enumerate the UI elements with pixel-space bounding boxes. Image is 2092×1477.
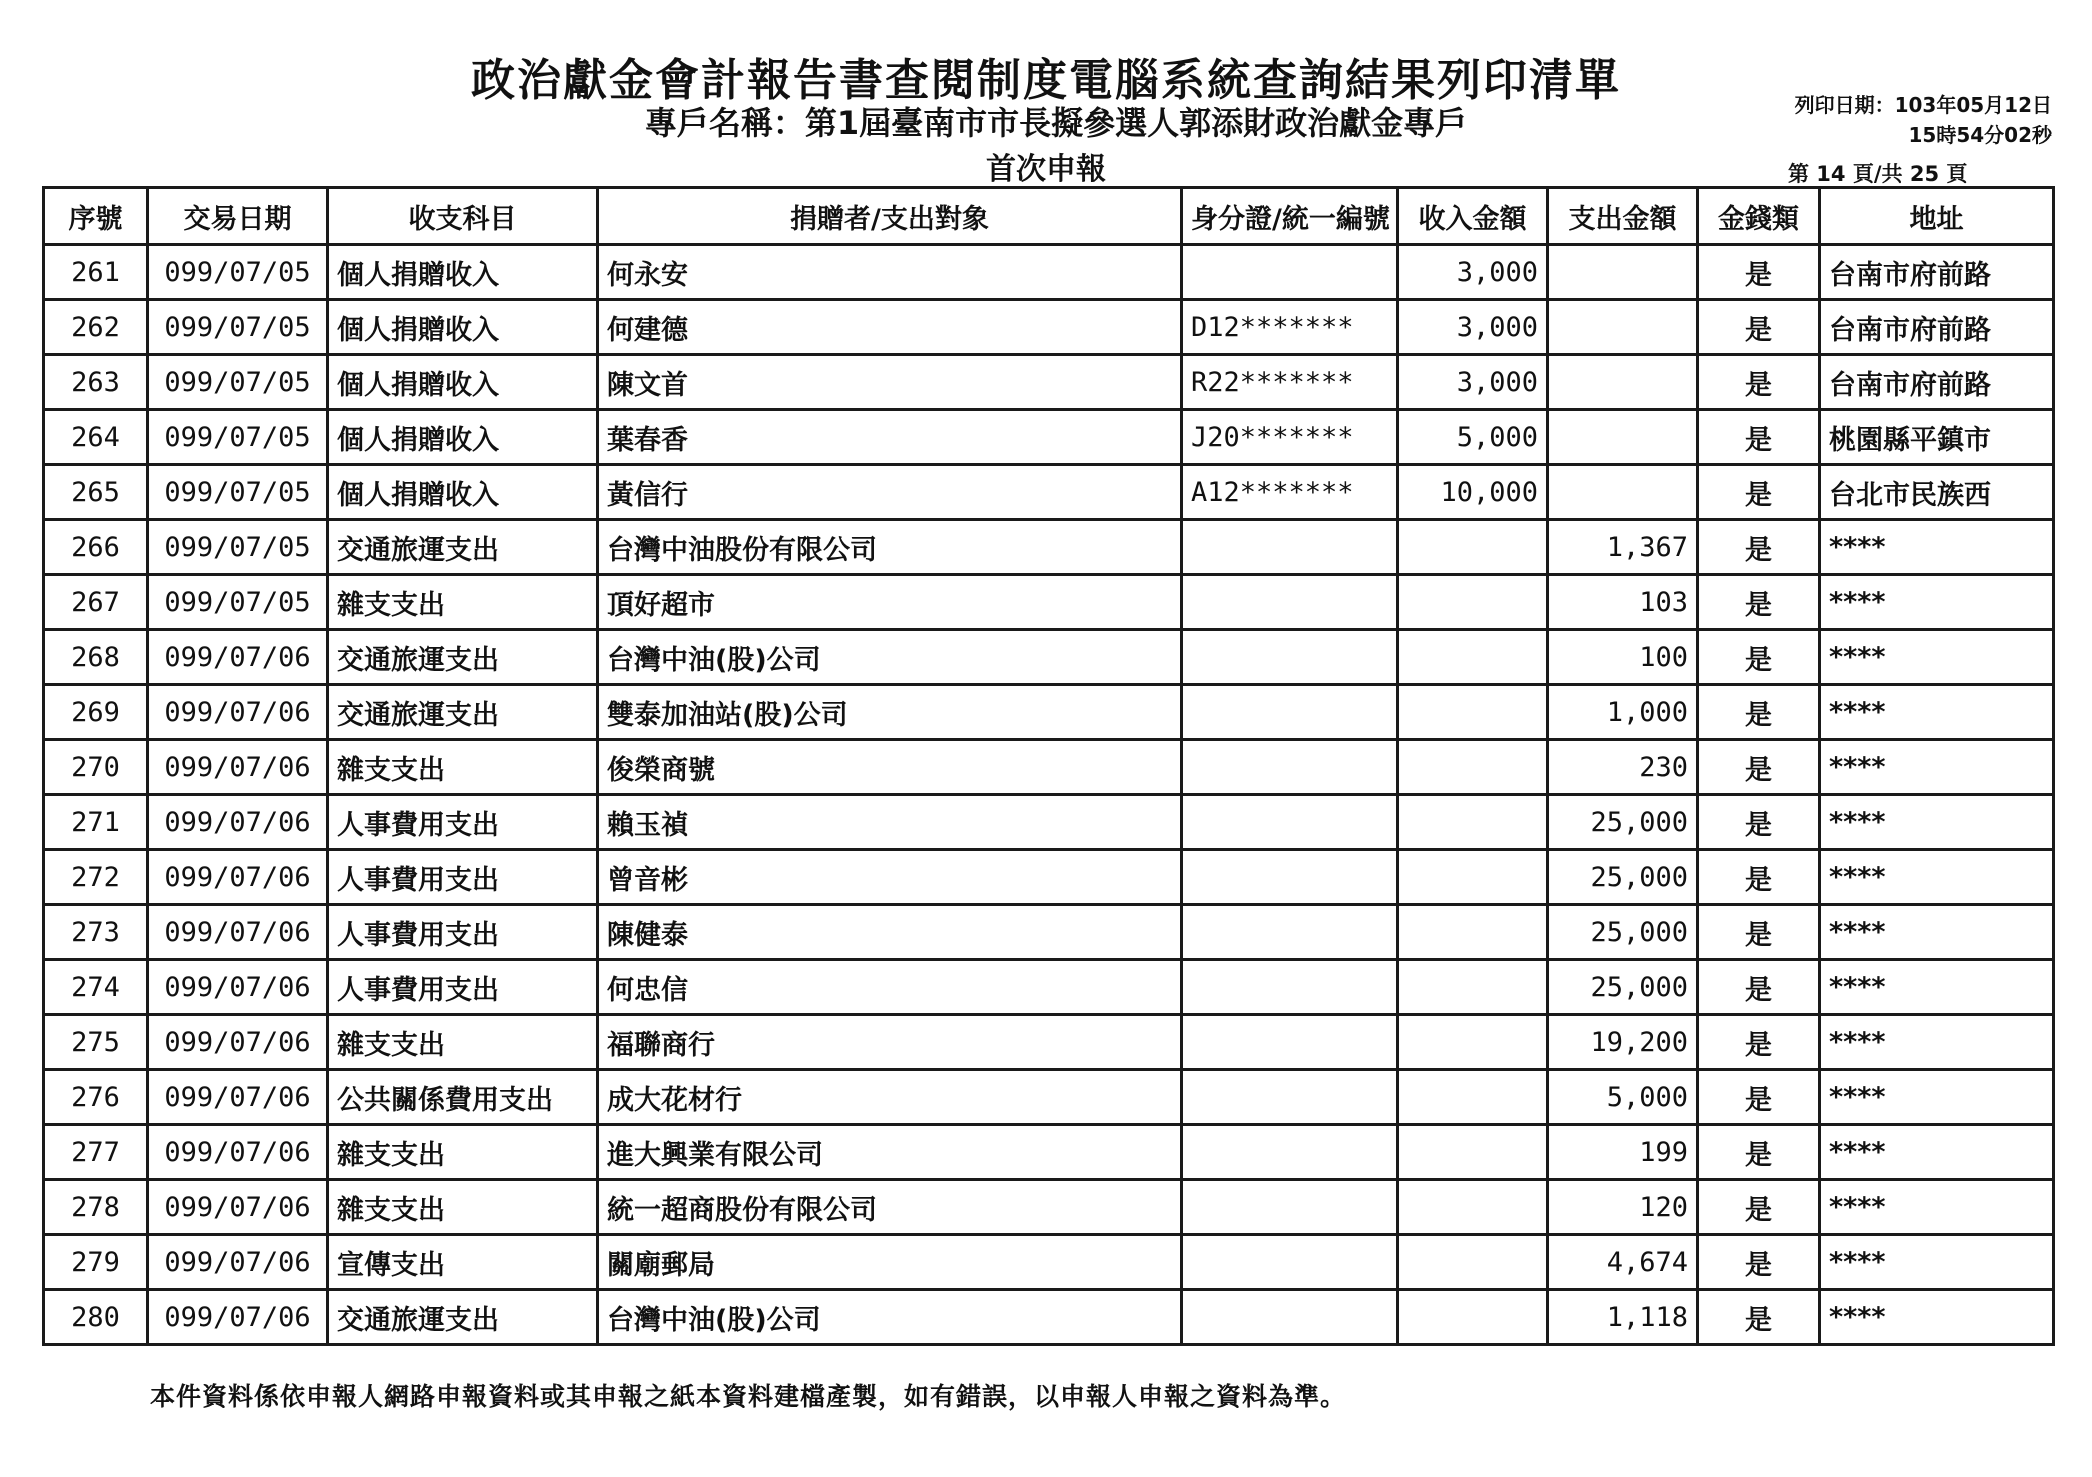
cell-date: 099/07/06 (148, 1180, 328, 1235)
cell-address: **** (1820, 850, 2054, 905)
cell-cash: 是 (1698, 850, 1820, 905)
column-header-cash: 金錢類 (1698, 188, 1820, 245)
cell-address: **** (1820, 960, 2054, 1015)
cell-party: 統一超商股份有限公司 (598, 1180, 1182, 1235)
disclaimer-note: 本件資料係依申報人網路申報資料或其申報之紙本資料建檔產製，如有錯誤，以申報人申報之資料為準。 (150, 1382, 1347, 1411)
cell-cash: 是 (1698, 795, 1820, 850)
table-row (44, 850, 2054, 905)
cell-party: 黃信行 (598, 465, 1182, 520)
table-row (44, 905, 2054, 960)
page-indicator: 第 14 頁/共 25 頁 (1788, 162, 1968, 186)
cell-income: 3,000 (1398, 355, 1548, 410)
cell-address: **** (1820, 1015, 2054, 1070)
cell-category: 人事費用支出 (328, 850, 598, 905)
table-row (44, 1235, 2054, 1290)
cell-category: 雜支支出 (328, 1180, 598, 1235)
cell-address: **** (1820, 795, 2054, 850)
cell-party: 頂好超市 (598, 575, 1182, 630)
table-row (44, 1070, 2054, 1125)
cell-income (1398, 795, 1548, 850)
cell-income (1398, 575, 1548, 630)
cell-category: 雜支支出 (328, 1015, 598, 1070)
cell-seq: 261 (44, 245, 148, 300)
cell-party: 俊榮商號 (598, 740, 1182, 795)
cell-income (1398, 1070, 1548, 1125)
cell-expense (1548, 355, 1698, 410)
cell-address: **** (1820, 1180, 2054, 1235)
cell-address: **** (1820, 685, 2054, 740)
cell-party: 陳文首 (598, 355, 1182, 410)
cell-seq: 264 (44, 410, 148, 465)
cell-id (1182, 740, 1398, 795)
cell-address: **** (1820, 1070, 2054, 1125)
cell-party: 何建德 (598, 300, 1182, 355)
cell-id (1182, 685, 1398, 740)
cell-income (1398, 740, 1548, 795)
cell-date: 099/07/06 (148, 1235, 328, 1290)
cell-address: 台南市府前路 (1820, 245, 2054, 300)
cell-seq: 277 (44, 1125, 148, 1180)
cell-income: 3,000 (1398, 300, 1548, 355)
cell-expense: 103 (1548, 575, 1698, 630)
cell-seq: 278 (44, 1180, 148, 1235)
cell-party: 陳健泰 (598, 905, 1182, 960)
cell-date: 099/07/05 (148, 245, 328, 300)
cell-id: D12******* (1182, 300, 1398, 355)
cell-seq: 276 (44, 1070, 148, 1125)
cell-expense (1548, 465, 1698, 520)
cell-seq: 263 (44, 355, 148, 410)
column-header-address: 地址 (1820, 188, 2054, 245)
cell-cash: 是 (1698, 685, 1820, 740)
table-row (44, 575, 2054, 630)
table-row (44, 1015, 2054, 1070)
cell-income (1398, 1125, 1548, 1180)
cell-address: **** (1820, 520, 2054, 575)
cell-category: 個人捐贈收入 (328, 465, 598, 520)
cell-id (1182, 630, 1398, 685)
print-info (1795, 90, 2052, 150)
cell-seq: 275 (44, 1015, 148, 1070)
cell-category: 交通旅運支出 (328, 520, 598, 575)
cell-address: **** (1820, 740, 2054, 795)
table-row (44, 795, 2054, 850)
cell-party: 何忠信 (598, 960, 1182, 1015)
cell-expense: 230 (1548, 740, 1698, 795)
table-row (44, 520, 2054, 575)
cell-id (1182, 795, 1398, 850)
cell-cash: 是 (1698, 1070, 1820, 1125)
cell-party: 雙泰加油站(股)公司 (598, 685, 1182, 740)
column-header-expense: 支出金額 (1548, 188, 1698, 245)
cell-income (1398, 850, 1548, 905)
cell-income (1398, 1180, 1548, 1235)
table-row (44, 630, 2054, 685)
cell-date: 099/07/05 (148, 355, 328, 410)
cell-seq: 266 (44, 520, 148, 575)
cell-expense: 120 (1548, 1180, 1698, 1235)
cell-expense: 100 (1548, 630, 1698, 685)
cell-income: 3,000 (1398, 245, 1548, 300)
cell-id (1182, 520, 1398, 575)
cell-category: 個人捐贈收入 (328, 355, 598, 410)
cell-id (1182, 850, 1398, 905)
cell-category: 雜支支出 (328, 575, 598, 630)
print-date: 列印日期：103年05月12日 (1794, 93, 2052, 117)
cell-income (1398, 1290, 1548, 1345)
cell-category: 個人捐贈收入 (328, 410, 598, 465)
table-row (44, 1180, 2054, 1235)
table-body (44, 245, 2054, 1345)
cell-cash: 是 (1698, 575, 1820, 630)
cell-seq: 280 (44, 1290, 148, 1345)
table-header-row (44, 188, 2054, 245)
cell-income (1398, 685, 1548, 740)
cell-category: 宣傳支出 (328, 1235, 598, 1290)
cell-party: 台灣中油(股)公司 (598, 1290, 1182, 1345)
table-row (44, 300, 2054, 355)
cell-cash: 是 (1698, 245, 1820, 300)
cell-address: 台北市民族西 (1820, 465, 2054, 520)
table-row (44, 740, 2054, 795)
cell-cash: 是 (1698, 465, 1820, 520)
cell-id: R22******* (1182, 355, 1398, 410)
cell-party: 成大花材行 (598, 1070, 1182, 1125)
cell-date: 099/07/06 (148, 850, 328, 905)
cell-address: 台南市府前路 (1820, 355, 2054, 410)
cell-expense: 25,000 (1548, 960, 1698, 1015)
cell-date: 099/07/05 (148, 575, 328, 630)
cell-expense: 19,200 (1548, 1015, 1698, 1070)
cell-date: 099/07/06 (148, 905, 328, 960)
cell-expense: 4,674 (1548, 1235, 1698, 1290)
table-row (44, 1125, 2054, 1180)
cell-date: 099/07/06 (148, 1070, 328, 1125)
cell-expense: 1,000 (1548, 685, 1698, 740)
cell-id (1182, 1235, 1398, 1290)
cell-id: A12******* (1182, 465, 1398, 520)
cell-seq: 262 (44, 300, 148, 355)
cell-category: 交通旅運支出 (328, 1290, 598, 1345)
cell-party: 台灣中油(股)公司 (598, 630, 1182, 685)
transactions-table (42, 186, 2055, 1346)
cell-party: 何永安 (598, 245, 1182, 300)
cell-date: 099/07/06 (148, 685, 328, 740)
column-header-date: 交易日期 (148, 188, 328, 245)
cell-income: 5,000 (1398, 410, 1548, 465)
cell-date: 099/07/06 (148, 740, 328, 795)
cell-date: 099/07/06 (148, 630, 328, 685)
cell-party: 葉春香 (598, 410, 1182, 465)
table-row (44, 245, 2054, 300)
cell-date: 099/07/06 (148, 795, 328, 850)
cell-date: 099/07/06 (148, 1290, 328, 1345)
cell-category: 個人捐贈收入 (328, 300, 598, 355)
cell-cash: 是 (1698, 355, 1820, 410)
cell-cash: 是 (1698, 1290, 1820, 1345)
cell-category: 個人捐贈收入 (328, 245, 598, 300)
table-row (44, 465, 2054, 520)
cell-income (1398, 1235, 1548, 1290)
cell-expense: 1,367 (1548, 520, 1698, 575)
cell-seq: 271 (44, 795, 148, 850)
cell-category: 人事費用支出 (328, 960, 598, 1015)
cell-income: 10,000 (1398, 465, 1548, 520)
cell-id (1182, 245, 1398, 300)
cell-party: 進大興業有限公司 (598, 1125, 1182, 1180)
cell-seq: 274 (44, 960, 148, 1015)
cell-id (1182, 905, 1398, 960)
cell-expense: 25,000 (1548, 850, 1698, 905)
table-row (44, 355, 2054, 410)
column-header-category: 收支科目 (328, 188, 598, 245)
cell-party: 賴玉禎 (598, 795, 1182, 850)
cell-address: **** (1820, 1290, 2054, 1345)
cell-seq: 268 (44, 630, 148, 685)
cell-date: 099/07/05 (148, 300, 328, 355)
column-header-id: 身分證/統一編號 (1182, 188, 1398, 245)
cell-address: **** (1820, 575, 2054, 630)
cell-expense: 25,000 (1548, 905, 1698, 960)
cell-cash: 是 (1698, 1180, 1820, 1235)
cell-id (1182, 1070, 1398, 1125)
cell-date: 099/07/05 (148, 465, 328, 520)
cell-party: 關廟郵局 (598, 1235, 1182, 1290)
cell-expense (1548, 245, 1698, 300)
cell-cash: 是 (1698, 300, 1820, 355)
cell-income (1398, 1015, 1548, 1070)
cell-address: **** (1820, 1125, 2054, 1180)
cell-income (1398, 905, 1548, 960)
cell-category: 交通旅運支出 (328, 630, 598, 685)
cell-cash: 是 (1698, 630, 1820, 685)
cell-id: J20******* (1182, 410, 1398, 465)
cell-id (1182, 1015, 1398, 1070)
cell-cash: 是 (1698, 740, 1820, 795)
cell-cash: 是 (1698, 1015, 1820, 1070)
cell-expense: 1,118 (1548, 1290, 1698, 1345)
cell-id (1182, 1125, 1398, 1180)
column-header-income: 收入金額 (1398, 188, 1548, 245)
cell-expense (1548, 410, 1698, 465)
cell-seq: 272 (44, 850, 148, 905)
table-row (44, 685, 2054, 740)
cell-id (1182, 1290, 1398, 1345)
cell-income (1398, 520, 1548, 575)
table-row (44, 960, 2054, 1015)
cell-expense: 199 (1548, 1125, 1698, 1180)
cell-id (1182, 575, 1398, 630)
cell-cash: 是 (1698, 905, 1820, 960)
cell-party: 福聯商行 (598, 1015, 1182, 1070)
cell-date: 099/07/06 (148, 1125, 328, 1180)
column-header-seq: 序號 (44, 188, 148, 245)
cell-id (1182, 960, 1398, 1015)
cell-address: **** (1820, 1235, 2054, 1290)
cell-seq: 265 (44, 465, 148, 520)
cell-expense: 5,000 (1548, 1070, 1698, 1125)
table-row (44, 1290, 2054, 1345)
cell-cash: 是 (1698, 520, 1820, 575)
cell-seq: 267 (44, 575, 148, 630)
cell-date: 099/07/06 (148, 1015, 328, 1070)
cell-address: **** (1820, 630, 2054, 685)
cell-cash: 是 (1698, 960, 1820, 1015)
cell-expense (1548, 300, 1698, 355)
account-name: 專戶名稱：第1屆臺南市市長擬參選人郭添財政治獻金專戶 (644, 104, 1468, 142)
cell-id (1182, 1180, 1398, 1235)
cell-category: 交通旅運支出 (328, 685, 598, 740)
cell-income (1398, 960, 1548, 1015)
report-type: 首次申報 (986, 152, 1106, 187)
cell-category: 雜支支出 (328, 740, 598, 795)
column-header-party: 捐贈者/支出對象 (598, 188, 1182, 245)
table-row (44, 410, 2054, 465)
print-time: 15時54分02秒 (1908, 123, 2052, 147)
cell-seq: 269 (44, 685, 148, 740)
cell-income (1398, 630, 1548, 685)
cell-cash: 是 (1698, 1125, 1820, 1180)
cell-date: 099/07/05 (148, 410, 328, 465)
cell-party: 台灣中油股份有限公司 (598, 520, 1182, 575)
cell-address: 台南市府前路 (1820, 300, 2054, 355)
cell-category: 雜支支出 (328, 1125, 598, 1180)
cell-date: 099/07/06 (148, 960, 328, 1015)
cell-seq: 273 (44, 905, 148, 960)
cell-category: 人事費用支出 (328, 905, 598, 960)
cell-address: 桃園縣平鎮市 (1820, 410, 2054, 465)
cell-address: **** (1820, 905, 2054, 960)
cell-cash: 是 (1698, 1235, 1820, 1290)
cell-expense: 25,000 (1548, 795, 1698, 850)
cell-cash: 是 (1698, 410, 1820, 465)
cell-category: 公共關係費用支出 (328, 1070, 598, 1125)
cell-date: 099/07/05 (148, 520, 328, 575)
cell-seq: 279 (44, 1235, 148, 1290)
cell-category: 人事費用支出 (328, 795, 598, 850)
cell-seq: 270 (44, 740, 148, 795)
page-title: 政治獻金會計報告書查閱制度電腦系統查詢結果列印清單 (471, 55, 1621, 106)
cell-party: 曾音彬 (598, 850, 1182, 905)
